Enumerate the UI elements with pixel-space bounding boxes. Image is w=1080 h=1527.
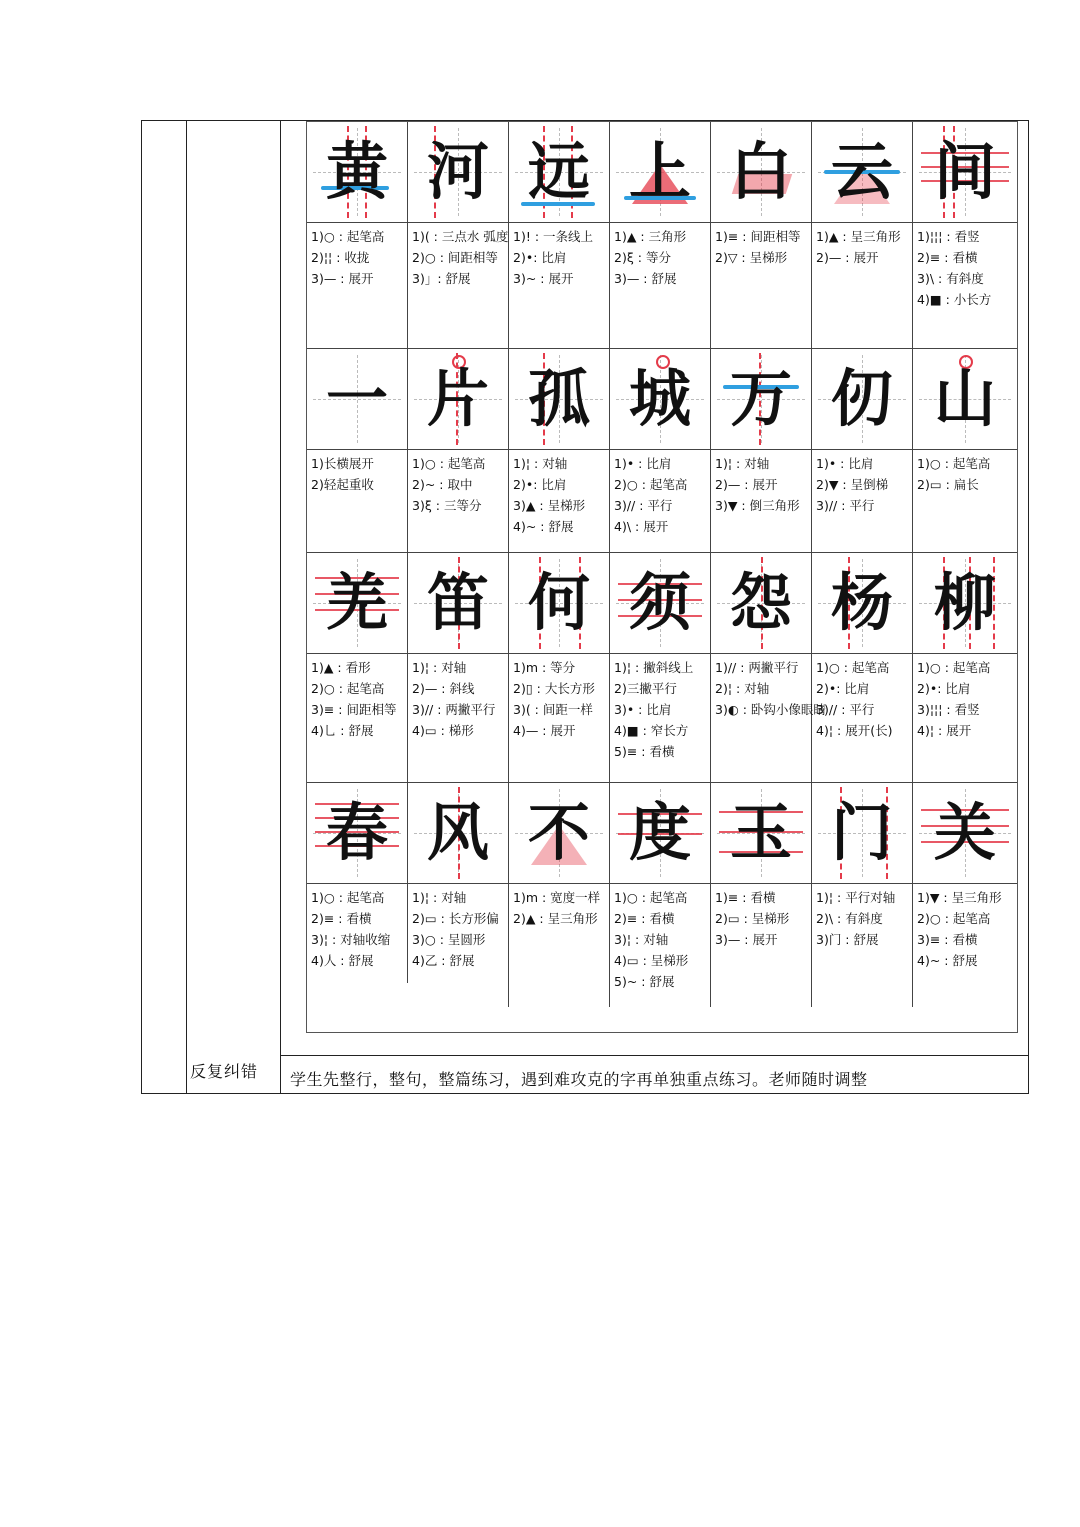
char-box bbox=[408, 553, 508, 654]
char-box bbox=[509, 553, 609, 654]
note-line: 1)○ : 起笔高 bbox=[412, 456, 486, 471]
note-line: 4)¦ : 展开 bbox=[917, 723, 972, 738]
char-cell bbox=[913, 783, 1017, 1007]
stroke-notes bbox=[614, 887, 708, 992]
stroke-notes bbox=[412, 226, 509, 289]
char-box bbox=[812, 783, 912, 884]
hanzi-character: 黄 bbox=[325, 135, 388, 208]
hanzi-character: 片 bbox=[426, 362, 489, 435]
char-cell bbox=[711, 783, 812, 1007]
note-line: 1)¦ : 平行对轴 bbox=[816, 890, 896, 905]
note-line: 3)\ : 有斜度 bbox=[917, 271, 984, 286]
table-column-divider bbox=[186, 121, 187, 1093]
note-line: 1)≡ : 间距相等 bbox=[715, 229, 801, 244]
note-line: 4)~ : 舒展 bbox=[917, 953, 978, 968]
hanzi-character: 柳 bbox=[933, 566, 996, 639]
note-line: 3)≡ : 看横 bbox=[917, 932, 978, 947]
note-line: 1)• : 比肩 bbox=[614, 456, 672, 471]
char-box bbox=[307, 349, 407, 450]
stroke-notes bbox=[311, 657, 405, 741]
char-box bbox=[913, 349, 1017, 450]
char-box bbox=[307, 553, 407, 654]
stroke-notes bbox=[513, 453, 607, 537]
stroke-notes bbox=[614, 453, 708, 537]
stroke-notes bbox=[412, 657, 506, 741]
hanzi-character: 怨 bbox=[729, 566, 792, 639]
hanzi-character: 上 bbox=[628, 135, 691, 208]
char-box bbox=[610, 553, 710, 654]
note-line: 4)▭ : 呈梯形 bbox=[614, 953, 689, 968]
char-box bbox=[812, 349, 912, 450]
stroke-notes bbox=[816, 887, 910, 950]
char-box bbox=[913, 553, 1017, 654]
char-box bbox=[711, 783, 811, 884]
note-line: 2)•: 比肩 bbox=[816, 681, 870, 696]
char-box bbox=[408, 122, 508, 223]
stroke-notes bbox=[614, 657, 708, 762]
stroke-notes bbox=[513, 657, 607, 741]
stroke-notes bbox=[917, 887, 1015, 971]
hanzi-character: 笛 bbox=[426, 566, 489, 639]
note-line: 1)▲ : 看形 bbox=[311, 660, 371, 675]
note-line: 3)~ : 展开 bbox=[513, 271, 574, 286]
char-cell bbox=[408, 783, 509, 1007]
char-cell bbox=[711, 553, 826, 783]
note-line: 2)▼ : 呈倒梯 bbox=[816, 477, 889, 492]
note-line: 1)¦¦¦ : 看竖 bbox=[917, 229, 980, 244]
note-line: 2)~ : 取中 bbox=[412, 477, 473, 492]
stroke-notes bbox=[311, 453, 405, 495]
char-cell bbox=[711, 349, 812, 553]
note-line: 1)¦ : 对轴 bbox=[412, 890, 467, 905]
note-line: 4)乚 : 舒展 bbox=[311, 723, 374, 738]
note-line: 1)○ : 起笔高 bbox=[614, 890, 688, 905]
note-line: 2)▭ : 长方形偏 bbox=[412, 911, 499, 926]
char-cell bbox=[812, 553, 913, 783]
char-cell bbox=[812, 349, 913, 553]
note-line: 3)¦ : 对轴 bbox=[614, 932, 669, 947]
stroke-notes bbox=[311, 887, 405, 971]
hanzi-character: 城 bbox=[628, 362, 691, 435]
stroke-notes bbox=[715, 226, 809, 268]
table-row-divider bbox=[281, 1055, 1028, 1056]
note-line: 2)○ : 起笔高 bbox=[917, 911, 991, 926]
note-line: 3)• : 比肩 bbox=[614, 702, 672, 717]
char-cell bbox=[610, 122, 711, 348]
char-cell bbox=[509, 122, 610, 348]
hanzi-character: 一 bbox=[325, 362, 388, 435]
char-cell bbox=[509, 783, 610, 1007]
stroke-notes bbox=[715, 453, 809, 516]
char-cell bbox=[812, 122, 913, 348]
note-line: 2)○ : 间距相等 bbox=[412, 250, 498, 265]
char-box bbox=[610, 783, 710, 884]
char-cell bbox=[913, 553, 1017, 783]
stroke-notes bbox=[816, 226, 910, 268]
note-line: 2)•: 比肩 bbox=[513, 250, 567, 265]
practice-row bbox=[307, 122, 1017, 348]
note-line: 3)ξ : 三等分 bbox=[412, 498, 482, 513]
note-line: 1)m : 等分 bbox=[513, 660, 576, 675]
note-line: 2)≡ : 看横 bbox=[614, 911, 675, 926]
hanzi-character: 间 bbox=[933, 135, 996, 208]
note-line: 3)▲ : 呈梯形 bbox=[513, 498, 586, 513]
char-cell bbox=[408, 553, 509, 783]
char-box bbox=[913, 783, 1017, 884]
note-line: 3)○ : 呈圆形 bbox=[412, 932, 486, 947]
note-line: 2)≡ : 看横 bbox=[311, 911, 372, 926]
note-line: 3)¦ : 对轴收缩 bbox=[311, 932, 391, 947]
note-line: 5)≡ : 看横 bbox=[614, 744, 675, 759]
stroke-notes bbox=[513, 887, 607, 929]
note-line: 2)○ : 起笔高 bbox=[614, 477, 688, 492]
hanzi-character: 万 bbox=[729, 362, 792, 435]
note-line: 4)■ : 窄长方 bbox=[614, 723, 689, 738]
note-line: 1)▼ : 呈三角形 bbox=[917, 890, 1002, 905]
note-line: 1)≡ : 看横 bbox=[715, 890, 776, 905]
note-line: 2)•: 比肩 bbox=[917, 681, 971, 696]
note-line: 2)▭ : 扁长 bbox=[917, 477, 979, 492]
note-line: 4)~ : 舒展 bbox=[513, 519, 574, 534]
note-line: 4)■ : 小长方 bbox=[917, 292, 992, 307]
char-box bbox=[610, 122, 710, 223]
char-cell bbox=[509, 349, 610, 553]
note-line: 3)」: 舒展 bbox=[412, 271, 471, 286]
note-line: 1)¦ : 对轴 bbox=[412, 660, 467, 675]
note-line: 2)— : 展开 bbox=[715, 477, 778, 492]
note-line: 1)▲ : 呈三角形 bbox=[816, 229, 901, 244]
hanzi-character: 河 bbox=[426, 135, 489, 208]
note-line: 2)▭ : 呈梯形 bbox=[715, 911, 790, 926]
note-line: 1)▲ : 三角形 bbox=[614, 229, 687, 244]
note-line: 3)◐ : 卧钩小像眼睛 bbox=[715, 702, 826, 717]
practice-row bbox=[307, 782, 1017, 1033]
note-line: 3)— : 展开 bbox=[311, 271, 374, 286]
char-box bbox=[711, 349, 811, 450]
stroke-notes bbox=[917, 226, 1015, 310]
char-cell bbox=[610, 349, 711, 553]
table-column-divider bbox=[280, 121, 281, 1093]
note-line: 3)— : 舒展 bbox=[614, 271, 677, 286]
note-line: 3)门 : 舒展 bbox=[816, 932, 879, 947]
char-cell bbox=[812, 783, 913, 1007]
char-box bbox=[610, 349, 710, 450]
hanzi-character: 羌 bbox=[325, 566, 388, 639]
note-line: 1)• : 比肩 bbox=[816, 456, 874, 471]
hanzi-character: 须 bbox=[628, 566, 691, 639]
hanzi-character: 杨 bbox=[830, 566, 893, 639]
note-line: 1)○ : 起笔高 bbox=[816, 660, 890, 675]
note-line: 2)— : 斜线 bbox=[412, 681, 475, 696]
hanzi-character: 仞 bbox=[830, 362, 893, 435]
char-box bbox=[509, 783, 609, 884]
char-cell bbox=[913, 349, 1017, 553]
char-box bbox=[307, 122, 407, 223]
char-cell bbox=[408, 122, 509, 348]
char-box bbox=[408, 349, 508, 450]
hanzi-character: 远 bbox=[527, 135, 590, 208]
note-line: 1)¦ : 撇斜线上 bbox=[614, 660, 694, 675]
note-line: 1)长横展开 bbox=[311, 456, 374, 471]
note-line: 3)// : 平行 bbox=[614, 498, 673, 513]
char-box bbox=[711, 122, 811, 223]
note-line: 2)¦ : 对轴 bbox=[715, 681, 770, 696]
hanzi-character: 春 bbox=[325, 796, 388, 869]
stroke-notes bbox=[816, 657, 910, 741]
char-cell bbox=[307, 349, 408, 553]
note-line: 1)○ : 起笔高 bbox=[311, 229, 385, 244]
note-line: 2)≡ : 看横 bbox=[917, 250, 978, 265]
stroke-notes bbox=[412, 887, 506, 971]
char-cell bbox=[509, 553, 610, 783]
note-line: 2)三撇平行 bbox=[614, 681, 677, 696]
stroke-notes bbox=[513, 226, 607, 289]
hanzi-character: 孤 bbox=[527, 362, 590, 435]
note-line: 2)ξ : 等分 bbox=[614, 250, 671, 265]
note-line: 1)! : 一条线上 bbox=[513, 229, 593, 244]
note-line: 4)▭ : 梯形 bbox=[412, 723, 474, 738]
stroke-notes bbox=[311, 226, 405, 289]
note-line: 1)○ : 起笔高 bbox=[311, 890, 385, 905]
note-line: 3)// : 两撇平行 bbox=[412, 702, 496, 717]
char-box bbox=[509, 349, 609, 450]
hanzi-character: 不 bbox=[527, 796, 590, 869]
note-line: 2)▽ : 呈梯形 bbox=[715, 250, 788, 265]
char-box bbox=[307, 783, 407, 884]
char-box bbox=[408, 783, 508, 884]
note-line: 1)○ : 起笔高 bbox=[917, 660, 991, 675]
char-box bbox=[812, 553, 912, 654]
char-cell bbox=[610, 553, 711, 783]
note-line: 1)m : 宽度一样 bbox=[513, 890, 601, 905]
practice-row bbox=[307, 552, 1017, 783]
note-line: 2)▯ : 大长方形 bbox=[513, 681, 595, 696]
note-line: 1)// : 两撇平行 bbox=[715, 660, 799, 675]
note-line: 4)乙 : 舒展 bbox=[412, 953, 475, 968]
footer-text: 学生先整行，整句，整篇练习，遇到难攻克的字再单独重点练习。老师随时调整 bbox=[290, 1070, 868, 1089]
note-line: 4)¦ : 展开(长) bbox=[816, 723, 893, 738]
char-cell bbox=[610, 783, 711, 1007]
note-line: 3)¦¦¦ : 看竖 bbox=[917, 702, 980, 717]
stroke-notes bbox=[917, 657, 1015, 741]
note-line: 2)▲ : 呈三角形 bbox=[513, 911, 598, 926]
stroke-notes bbox=[614, 226, 708, 289]
note-line: 3)// : 平行 bbox=[816, 702, 875, 717]
hanzi-character: 山 bbox=[933, 362, 996, 435]
note-line: 2)— : 展开 bbox=[816, 250, 879, 265]
note-line: 3)▼ : 倒三角形 bbox=[715, 498, 800, 513]
hanzi-character: 云 bbox=[830, 135, 893, 208]
char-cell bbox=[913, 122, 1017, 348]
note-line: 1)○ : 起笔高 bbox=[917, 456, 991, 471]
stroke-notes bbox=[715, 657, 826, 720]
char-cell bbox=[711, 122, 812, 348]
hanzi-character: 白 bbox=[729, 135, 792, 208]
note-line: 2)轻起重收 bbox=[311, 477, 374, 492]
stroke-notes bbox=[816, 453, 910, 516]
note-line: 4)人 : 舒展 bbox=[311, 953, 374, 968]
stroke-notes bbox=[412, 453, 506, 516]
char-cell bbox=[307, 783, 408, 983]
note-line: 1)( : 三点水 弧度 bbox=[412, 229, 509, 244]
char-box bbox=[711, 553, 811, 654]
note-line: 5)~ : 舒展 bbox=[614, 974, 675, 989]
hanzi-character: 关 bbox=[933, 796, 996, 869]
note-line: 2)•: 比肩 bbox=[513, 477, 567, 492]
hanzi-character: 门 bbox=[830, 796, 893, 869]
note-line: 2)\ : 有斜度 bbox=[816, 911, 883, 926]
practice-row bbox=[307, 348, 1017, 553]
char-cell bbox=[307, 122, 408, 348]
note-line: 1)¦ : 对轴 bbox=[513, 456, 568, 471]
note-line: 1)¦ : 对轴 bbox=[715, 456, 770, 471]
note-line: 3)// : 平行 bbox=[816, 498, 875, 513]
char-cell bbox=[408, 349, 509, 553]
stroke-notes bbox=[917, 453, 1015, 495]
note-line: 3)— : 展开 bbox=[715, 932, 778, 947]
char-box bbox=[913, 122, 1017, 223]
note-line: 3)≡ : 间距相等 bbox=[311, 702, 397, 717]
calligraphy-practice-sheet bbox=[306, 121, 1018, 1033]
char-box bbox=[509, 122, 609, 223]
note-line: 2)○ : 起笔高 bbox=[311, 681, 385, 696]
note-line: 4)— : 展开 bbox=[513, 723, 576, 738]
char-cell bbox=[307, 553, 408, 783]
footer-label: 反复纠错 bbox=[190, 1062, 259, 1081]
hanzi-character: 度 bbox=[628, 796, 691, 869]
note-line: 2)¦¦ : 收拢 bbox=[311, 250, 370, 265]
note-line: 4)\ : 展开 bbox=[614, 519, 669, 534]
char-box bbox=[812, 122, 912, 223]
hanzi-character: 玉 bbox=[729, 796, 792, 869]
hanzi-character: 风 bbox=[426, 796, 489, 869]
stroke-notes bbox=[715, 887, 809, 950]
note-line: 3)( : 间距一样 bbox=[513, 702, 593, 717]
hanzi-character: 何 bbox=[527, 566, 590, 639]
